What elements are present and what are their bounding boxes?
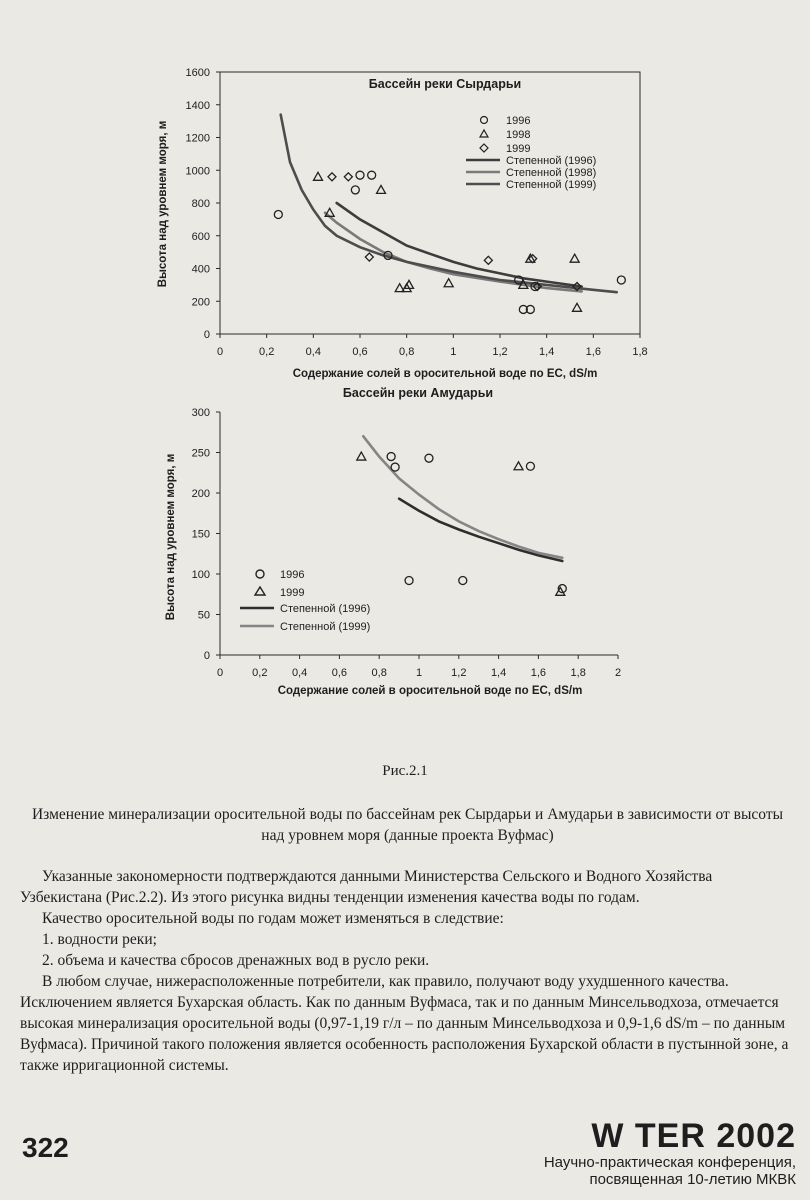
x-tick-label: 0,2 bbox=[259, 346, 275, 358]
chart2-x-label: Содержание солей в оросительной воде по EC, dS/m bbox=[277, 685, 583, 697]
data-point-circle bbox=[356, 171, 364, 179]
y-tick-label: 0 bbox=[203, 650, 210, 662]
conference-line-1: Научно-практическая конференция, bbox=[543, 1154, 796, 1171]
y-tick-label: 600 bbox=[191, 230, 210, 243]
data-point-triangle bbox=[314, 172, 323, 180]
data-point-circle bbox=[274, 210, 282, 218]
legend2-circle-marker bbox=[256, 570, 264, 578]
chart1-legend-fit-1999: Степенной (1999) bbox=[506, 179, 597, 191]
y-tick-label: 300 bbox=[191, 407, 210, 419]
x-tick-label: 0,8 bbox=[399, 346, 415, 358]
paragraph-3: В любом случае, нижерасположенные потребители, как правило, получают воду ухудшенного качества. Исключением является Бухарская область. Как по данным Вуфмаса, так и по данным Минсельводхоза, отмечается высокая минерализация оросительной воды (0,97-1,19 г/л – по данным Минсельводхоза и 0,9-1,6 dS/m – по данным Вуфмаса). Причиной такого положения является особенность расположения Бухарской области в пустынной зоне, а также ирригационной системы. bbox=[20, 973, 789, 1074]
data-point-diamond bbox=[328, 173, 336, 181]
x-tick-label: 0 bbox=[216, 346, 224, 358]
body-text bbox=[20, 866, 790, 1076]
x-tick-label: 0,6 bbox=[352, 346, 368, 358]
x-tick-label: 0,4 bbox=[305, 346, 321, 358]
data-point-diamond bbox=[484, 256, 492, 264]
y-tick-label: 1200 bbox=[185, 132, 210, 145]
data-point-diamond bbox=[344, 173, 352, 181]
chart-syrdarya bbox=[157, 67, 648, 380]
data-point-triangle bbox=[570, 254, 579, 262]
y-tick-label: 1400 bbox=[185, 99, 210, 112]
data-point-diamond bbox=[365, 253, 373, 261]
fit-line bbox=[281, 115, 617, 293]
x-tick-label: 2 bbox=[614, 667, 622, 679]
y-tick-label: 1600 bbox=[185, 67, 210, 79]
chart1-legend-1999: 1999 bbox=[506, 143, 531, 155]
legend2-triangle-marker bbox=[255, 587, 265, 595]
x-tick-label: 1,2 bbox=[451, 667, 467, 679]
conference-line-2: посвященная 10-летию МКВК bbox=[589, 1171, 796, 1188]
data-point-circle bbox=[405, 576, 413, 584]
data-point-triangle bbox=[514, 462, 523, 470]
chart1-x-label: Содержание солей в оросительной воде по EC, dS/m bbox=[292, 368, 598, 380]
page-number: 322 bbox=[22, 1132, 69, 1163]
data-point-triangle bbox=[377, 185, 386, 193]
y-tick-label: 50 bbox=[197, 609, 210, 622]
x-tick-label: 1,4 bbox=[490, 667, 507, 679]
chart2-fit-lines bbox=[363, 436, 562, 561]
legend1-diamond-marker bbox=[480, 144, 488, 152]
chart1-x-ticks bbox=[217, 334, 648, 358]
chart-amudarya bbox=[165, 386, 621, 697]
legend1-triangle-marker bbox=[480, 130, 488, 137]
x-tick-label: 1 bbox=[415, 667, 423, 679]
chart2-legend-1996: 1996 bbox=[280, 569, 305, 581]
y-tick-label: 250 bbox=[191, 447, 210, 460]
x-tick-label: 0,4 bbox=[291, 667, 308, 679]
data-point-triangle bbox=[444, 279, 453, 287]
data-point-circle bbox=[425, 454, 433, 462]
chart2-legend-fit-1999: Степенной (1999) bbox=[280, 621, 371, 633]
data-point-circle bbox=[526, 462, 534, 470]
chart1-legend-fit-1998: Степенной (1998) bbox=[506, 167, 597, 179]
y-tick-label: 1000 bbox=[185, 165, 210, 178]
y-tick-label: 150 bbox=[191, 528, 210, 541]
x-tick-label: 0,2 bbox=[252, 667, 268, 679]
data-point-circle bbox=[391, 463, 399, 471]
chart1-points bbox=[274, 171, 625, 313]
x-tick-label: 1,2 bbox=[492, 346, 508, 358]
data-point-triangle bbox=[357, 452, 366, 460]
chart1-title: Бассейн реки Сырдарьи bbox=[368, 77, 522, 91]
y-tick-label: 100 bbox=[191, 569, 210, 581]
chart2-x-ticks bbox=[217, 655, 621, 679]
chart1-plot-frame bbox=[220, 72, 640, 334]
x-tick-label: 1,4 bbox=[539, 346, 555, 358]
chart1-fit-lines bbox=[281, 115, 617, 293]
data-point-circle bbox=[351, 186, 359, 194]
chart1-legend bbox=[466, 115, 596, 191]
y-tick-label: 800 bbox=[191, 198, 210, 210]
fit-line bbox=[325, 213, 582, 292]
data-point-circle bbox=[387, 453, 395, 461]
x-tick-label: 0,6 bbox=[331, 667, 348, 679]
y-tick-label: 400 bbox=[191, 263, 210, 276]
x-tick-label: 1,6 bbox=[530, 667, 547, 679]
chart2-legend bbox=[240, 569, 370, 633]
x-tick-label: 1,6 bbox=[585, 346, 601, 358]
chart1-y-ticks bbox=[186, 67, 220, 341]
x-tick-label: 1,8 bbox=[632, 346, 648, 358]
data-point-circle bbox=[459, 576, 467, 584]
paragraph-1: Указанные закономерности подтверждаются данными Министерства Сельского и Водного Хозяйства Узбекистана (Рис.2.2). Из этого рисунка видны тенденции изменения качества воды по годам. bbox=[20, 868, 713, 906]
chart2-legend-1999: 1999 bbox=[280, 587, 305, 599]
chart1-legend-fit-1996: Степенной (1996) bbox=[506, 155, 597, 167]
fit-line bbox=[363, 436, 562, 558]
y-tick-label: 200 bbox=[191, 488, 210, 500]
figure-label: Рис.2.1 bbox=[382, 763, 428, 779]
x-tick-label: 0,8 bbox=[371, 667, 387, 679]
figure-caption: Изменение минерализации оросительной воды по бассейнам рек Сырдарьи и Амударьи в зависимости от высоты над уровнем моря (данные проекта Вуфмас) bbox=[31, 806, 784, 844]
data-point-circle bbox=[617, 276, 625, 284]
data-point-circle bbox=[368, 171, 376, 179]
list-item-1: 1. водности реки; bbox=[42, 931, 157, 948]
chart1-y-label: Высота над уровнем моря, м bbox=[157, 120, 169, 288]
list-item-2: 2. объема и качества сбросов дренажных вод в русло реки. bbox=[42, 952, 430, 969]
x-tick-label: 1,8 bbox=[570, 667, 586, 679]
chart1-legend-1996: 1996 bbox=[506, 115, 531, 127]
x-tick-label: 1 bbox=[450, 346, 457, 358]
chart2-y-label: Высота над уровнем моря, м bbox=[165, 453, 177, 621]
chart2-legend-fit-1996: Степенной (1996) bbox=[280, 603, 371, 615]
x-tick-label: 0 bbox=[216, 667, 224, 679]
chart2-title: Бассейн реки Амударьи bbox=[342, 386, 494, 400]
data-point-triangle bbox=[573, 303, 582, 311]
chart1-legend-1998: 1998 bbox=[506, 129, 531, 141]
legend1-circle-marker bbox=[481, 117, 488, 124]
paragraph-2: Качество оросительной воды по годам может изменяться в следствие: bbox=[42, 910, 504, 927]
conference-brand bbox=[544, 1118, 796, 1188]
chart2-y-ticks bbox=[192, 407, 220, 662]
y-tick-label: 0 bbox=[203, 329, 210, 341]
water-2002-logo: W TER 2002 bbox=[591, 1117, 796, 1155]
y-tick-label: 200 bbox=[191, 296, 210, 309]
